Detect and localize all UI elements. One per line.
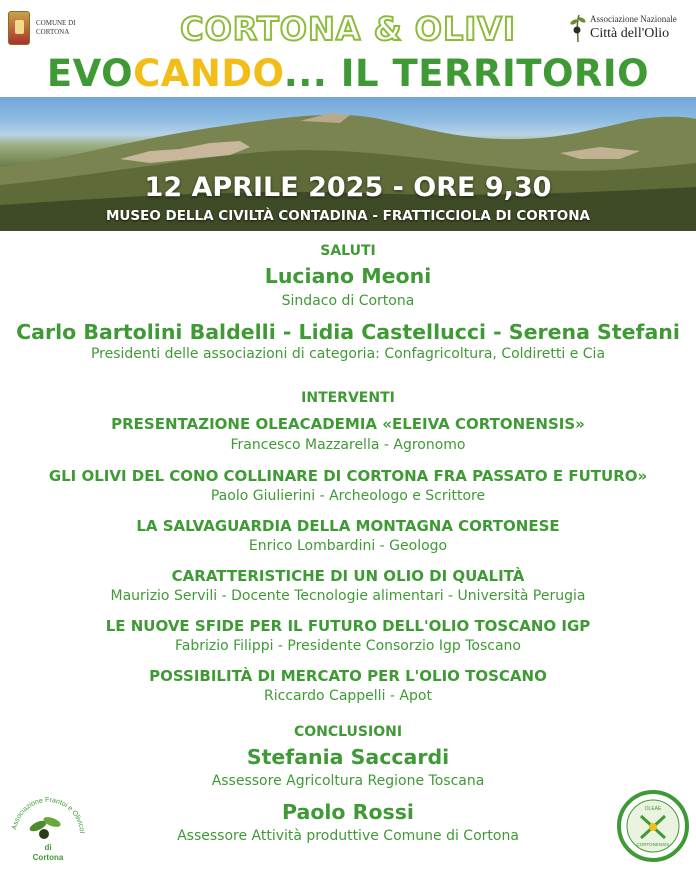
oleae-cortonensis-logo <box>617 790 689 862</box>
frantoi-city: Cortona <box>32 853 64 862</box>
intervento-title: LA SALVAGUARDIA DELLA MONTAGNA CORTONESE <box>136 517 560 535</box>
intervento-speaker: Fabrizio Filippi - Presidente Consorzio Igp Toscano <box>174 638 521 654</box>
badge-center-dot <box>649 823 657 831</box>
event-title <box>0 52 696 95</box>
title-part1: EVO <box>46 52 134 95</box>
intervento-speaker: Enrico Lombardini - Geologo <box>248 538 448 554</box>
associazione-label: Associazione Nazionale <box>590 14 677 24</box>
saluti-speaker2-name: Carlo Bartolini Baldelli - Lidia Castellucci - Serena Stefani <box>16 320 680 344</box>
saluti-speaker1-role: Sindaco di Cortona <box>281 293 415 309</box>
olive-leaf-icon <box>42 815 62 829</box>
intervento-title: PRESENTAZIONE OLEACADEMIA «ELEIVA CORTONENSIS» <box>111 415 585 433</box>
title-highlight: CANDO <box>133 52 284 95</box>
saluti-heading: SALUTI <box>320 243 376 259</box>
intervento-title: CARATTERISTICHE DI UN OLIO DI QUALITÀ <box>171 567 525 585</box>
comune-line1: COMUNE DI <box>36 19 76 27</box>
title-part2: ... IL TERRITORIO <box>283 52 650 95</box>
event-venue: MUSEO DELLA CIVILTÀ CONTADINA - FRATTICCIOLA DI CORTONA <box>105 208 590 224</box>
conclusioni-speaker1-role: Assessore Agricoltura Regione Toscana <box>211 773 485 789</box>
olive-fruit-icon <box>39 829 49 839</box>
citta-olio-label: Città dell'Olio <box>590 26 670 41</box>
conclusioni-speaker2-role: Assessore Attività produttive Comune di Cortona <box>177 828 519 844</box>
intervento-speaker: Francesco Mazzarella - Agronomo <box>230 437 466 453</box>
frantoi-di: di <box>44 843 52 852</box>
intervento-title: LE NUOVE SFIDE PER IL FUTURO DELL'OLIO TOSCANO IGP <box>105 617 591 635</box>
conclusioni-speaker2-name: Paolo Rossi <box>282 800 414 824</box>
event-title-outline: CORTONA & OLIVI <box>180 10 516 48</box>
badge-bottom-text: CORTONENSIS <box>636 842 670 847</box>
interventi-heading: INTERVENTI <box>301 390 395 406</box>
event-date-time: 12 APRILE 2025 - ORE 9,30 <box>144 172 552 203</box>
comune-line2: CORTONA <box>36 28 70 36</box>
intervento-speaker: Riccardo Cappelli - Apot <box>264 688 432 704</box>
saluti-speaker2-role: Presidenti delle associazioni di categoria: Confagricoltura, Coldiretti e Cia <box>90 346 606 362</box>
intervento-title: POSSIBILITÀ DI MERCATO PER L'OLIO TOSCANO <box>149 667 547 685</box>
intervento-speaker: Paolo Giulierini - Archeologo e Scrittore <box>210 488 486 504</box>
badge-top-text: OLEAE <box>644 806 662 812</box>
frantoi-cortona-logo <box>8 790 88 866</box>
intervento-speaker: Maurizio Servili - Docente Tecnologie alimentari - Università Perugia <box>110 588 586 604</box>
conclusioni-heading: CONCLUSIONI <box>293 724 403 740</box>
conclusioni-speaker1-name: Stefania Saccardi <box>246 745 450 769</box>
frantoi-arc-text: Associazione Frantoi e Olivicol <box>11 796 85 834</box>
intervento-title: GLI OLIVI DEL CONO COLLINARE DI CORTONA FRA PASSATO E FUTURO» <box>48 467 648 485</box>
saluti-speaker1-name: Luciano Meoni <box>264 264 432 288</box>
